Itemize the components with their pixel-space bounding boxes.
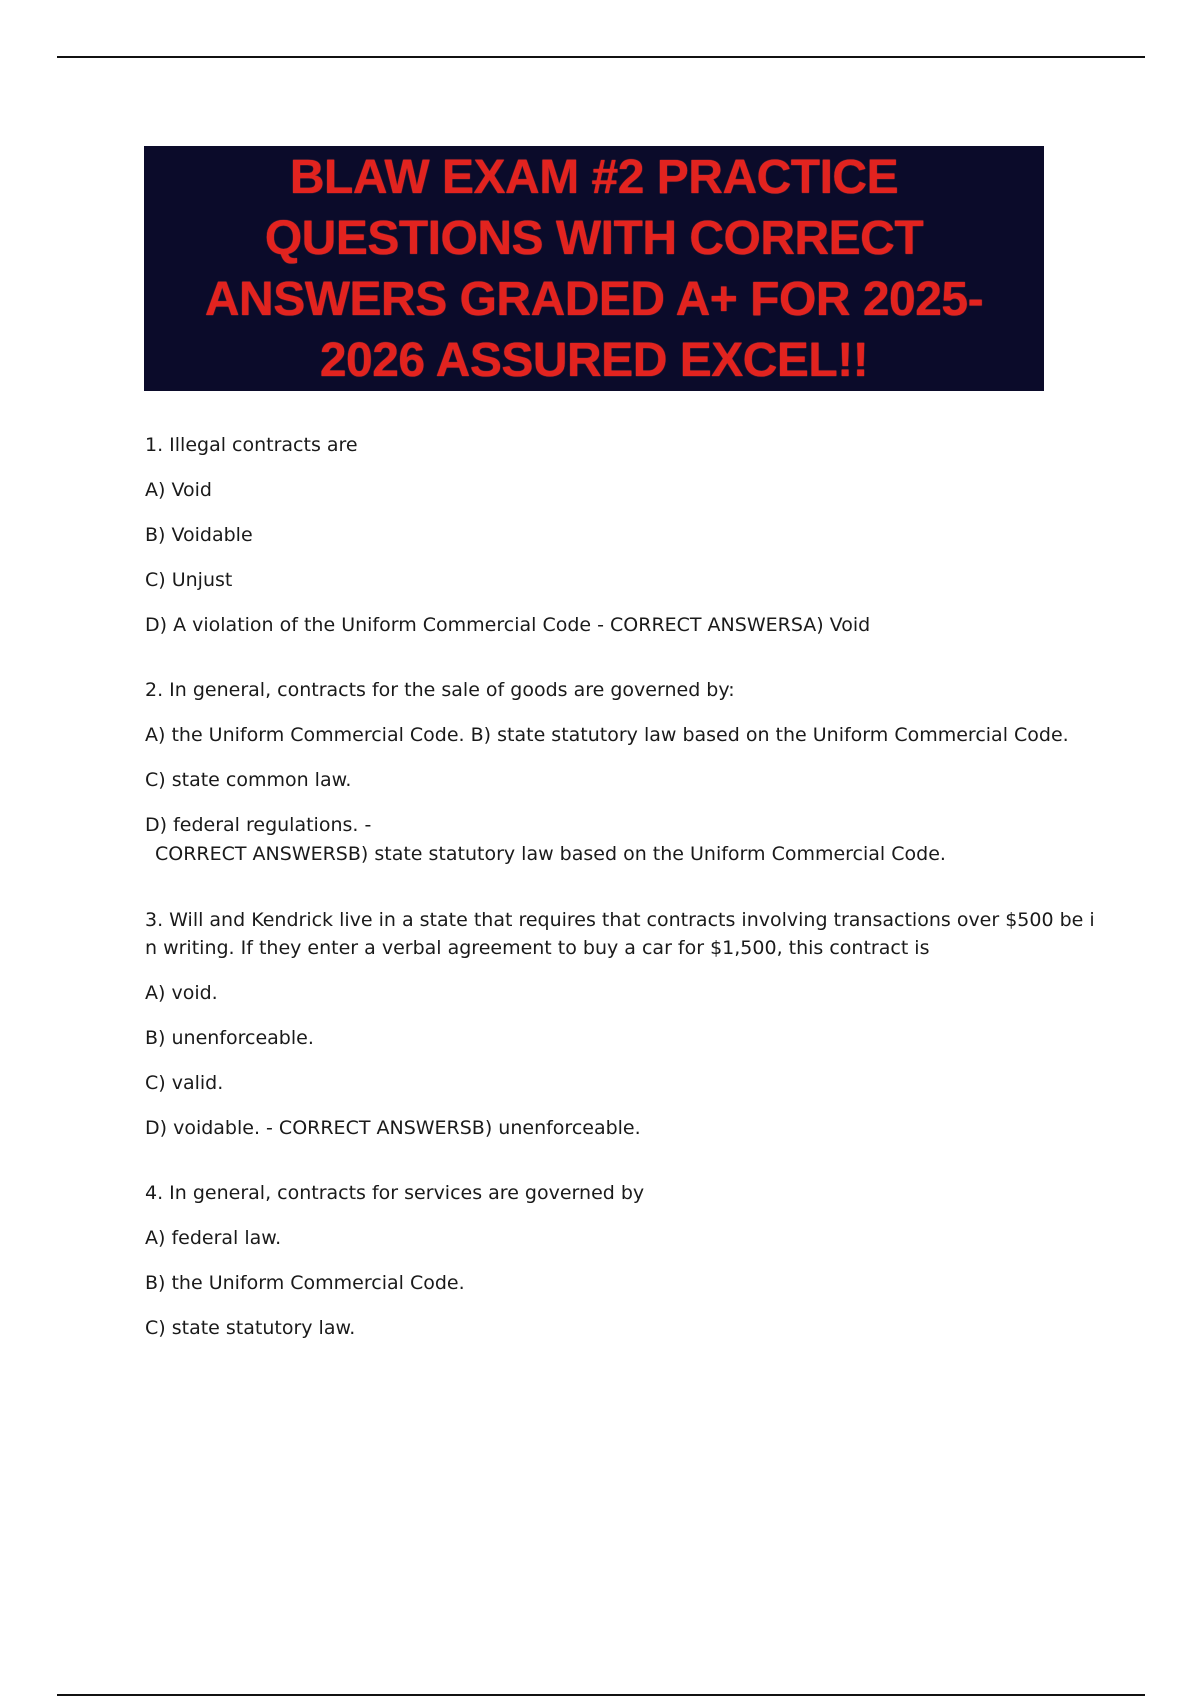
title-banner (144, 146, 1044, 391)
answer-option: A) federal law. (145, 1227, 282, 1249)
bottom-rule (57, 1694, 1145, 1696)
answer-option: A) the Uniform Commercial Code. B) state statutory law based on the Uniform Commercial Code. (145, 724, 1069, 746)
question-prompt: 1. Illegal contracts are (145, 434, 358, 456)
answer-option: B) Voidable (145, 524, 253, 546)
question-prompt: 3. Will and Kendrick live in a state that requires that contracts involving transactions over $500 be in writing. If they enter a verbal agreement to buy a car for $1,500, this contract is (145, 909, 1095, 959)
answer-option: A) void. (145, 982, 218, 1004)
document-body (145, 432, 1095, 1360)
banner-title-line: QUESTIONS WITH CORRECT (264, 211, 924, 265)
answer-option: B) unenforceable. (145, 1027, 314, 1049)
banner-title-line: ANSWERS GRADED A+ FOR 2025- (204, 272, 984, 326)
answer-option: D) federal regulations. - (145, 814, 372, 836)
top-rule (57, 56, 1145, 58)
question-4 (145, 1180, 1095, 1342)
question-prompt: 4. In general, contracts for services are governed by (145, 1182, 645, 1204)
answer-option: D) A violation of the Uniform Commercial Code - CORRECT ANSWERSA) Void (145, 614, 871, 636)
question-prompt: 2. In general, contracts for the sale of goods are governed by: (145, 679, 735, 701)
banner-title-line: 2026 ASSURED EXCEL!! (319, 333, 869, 387)
banner-title-line: BLAW EXAM #2 PRACTICE (289, 150, 899, 204)
question-2 (145, 677, 1095, 868)
correct-answer: CORRECT ANSWERSB) state statutory law based on the Uniform Commercial Code. (155, 843, 946, 865)
answer-option: C) state statutory law. (145, 1317, 356, 1339)
question-1 (145, 432, 1095, 639)
answer-option: D) voidable. - CORRECT ANSWERSB) unenforceable. (145, 1117, 641, 1139)
answer-option: B) the Uniform Commercial Code. (145, 1272, 465, 1294)
answer-option: C) Unjust (145, 569, 233, 591)
answer-option: C) valid. (145, 1072, 224, 1094)
question-3 (145, 906, 1095, 1142)
answer-option: A) Void (145, 479, 212, 501)
answer-option: C) state common law. (145, 769, 352, 791)
